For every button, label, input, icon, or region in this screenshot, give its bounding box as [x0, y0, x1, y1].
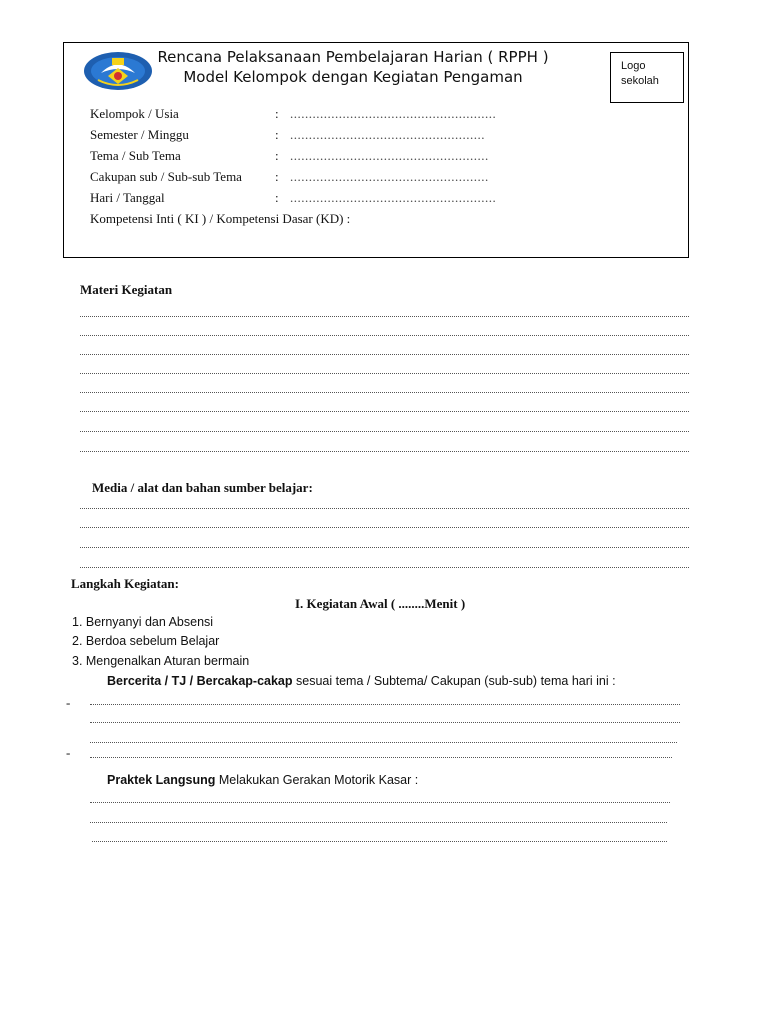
bullet-dash: - [66, 745, 71, 760]
field-colon: : [275, 190, 279, 205]
field-colon: : [275, 169, 279, 184]
step-item: 3. Mengenalkan Aturan bermain [72, 654, 250, 668]
materi-line[interactable] [80, 354, 689, 355]
bercerita-bold: Bercerita / TJ / Bercakap-cakap [107, 674, 293, 688]
praktek-line[interactable] [92, 841, 667, 842]
materi-line[interactable] [80, 431, 689, 432]
field-input-cakupan[interactable]: ..................................................... [290, 169, 489, 184]
field-input-tema[interactable]: ..................................................... [290, 148, 489, 163]
bercerita-line[interactable] [90, 742, 677, 743]
materi-line[interactable] [80, 451, 689, 452]
media-line[interactable] [80, 547, 689, 548]
materi-heading: Materi Kegiatan [80, 282, 173, 297]
document-title-line1: Rencana Pelaksanaan Pembelajaran Harian ( RPPH ) [157, 48, 549, 66]
praktek-instruction [107, 773, 418, 787]
langkah-heading: Langkah Kegiatan: [71, 576, 179, 591]
step-item: 2. Berdoa sebelum Belajar [72, 634, 220, 648]
materi-line[interactable] [80, 335, 689, 336]
step-item: 1. Bernyanyi dan Absensi [72, 615, 214, 629]
bullet-dash: - [66, 695, 71, 710]
kegiatan-awal-title: I. Kegiatan Awal ( ........Menit ) [295, 596, 466, 611]
field-colon: : [275, 148, 279, 163]
bercerita-instruction [107, 674, 616, 688]
logo-placeholder-line1: Logo [621, 60, 646, 72]
field-input-kelompok[interactable]: ....................................................... [290, 106, 497, 121]
materi-line[interactable] [80, 316, 689, 317]
kompetensi-label: Kompetensi Inti ( KI ) / Kompetensi Dasar (KD) : [90, 211, 351, 226]
logo-placeholder-line2: sekolah [621, 75, 659, 87]
bercerita-rest: sesuai tema / Subtema/ Cakupan (sub-sub) tema hari ini : [292, 674, 616, 688]
field-label-tema: Tema / Sub Tema [90, 148, 181, 163]
materi-line[interactable] [80, 411, 689, 412]
materi-line[interactable] [80, 392, 689, 393]
field-input-semester[interactable]: .................................................... [290, 127, 485, 142]
media-line[interactable] [80, 508, 689, 509]
field-input-hari[interactable]: ....................................................... [290, 190, 497, 205]
field-label-cakupan: Cakupan sub / Sub-sub Tema [90, 169, 242, 184]
bercerita-line[interactable] [90, 722, 680, 723]
media-heading: Media / alat dan bahan sumber belajar: [92, 480, 313, 495]
bercerita-line[interactable] [90, 704, 680, 705]
field-colon: : [275, 127, 279, 142]
document-title-line2: Model Kelompok dengan Kegiatan Pengaman [183, 68, 523, 86]
field-label-semester: Semester / Minggu [90, 127, 189, 142]
praktek-rest: Melakukan Gerakan Motorik Kasar : [215, 773, 419, 787]
field-colon: : [275, 106, 279, 121]
field-label-hari: Hari / Tanggal [90, 190, 165, 205]
media-line[interactable] [80, 527, 689, 528]
praktek-line[interactable] [90, 822, 667, 823]
praktek-bold: Praktek Langsung [107, 773, 216, 787]
field-label-kelompok: Kelompok / Usia [90, 106, 179, 121]
praktek-line[interactable] [90, 802, 670, 803]
media-line[interactable] [80, 567, 689, 568]
bercerita-line[interactable] [90, 757, 672, 758]
materi-line[interactable] [80, 373, 689, 374]
school-logo-placeholder [610, 52, 684, 103]
